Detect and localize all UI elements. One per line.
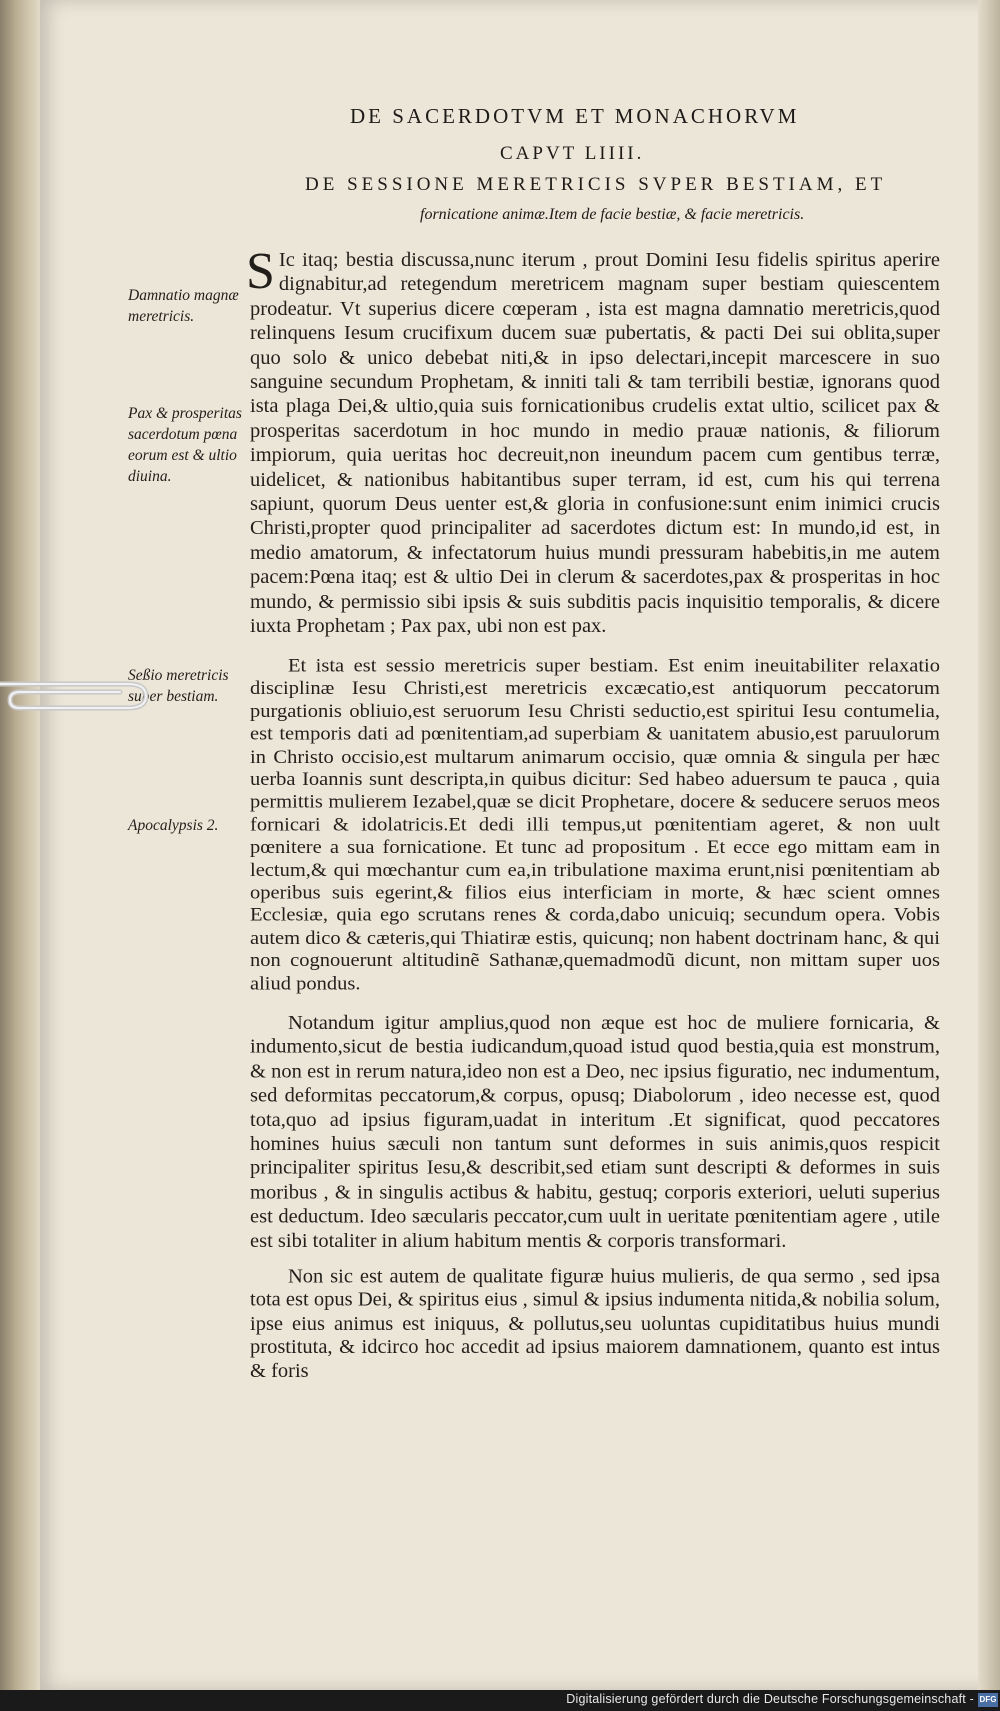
paper-clip-icon	[0, 676, 150, 716]
footer-credit: Digitalisierung gefördert durch die Deutsche Forschungsgemeinschaft -	[566, 1692, 974, 1706]
margin-note: Pax & prosperitas sacerdotum pœna eorum est & ultio diuina.	[128, 405, 242, 485]
paragraph: Et ista est sessio meretricis super bestiam. Est enim ineuitabiliter relaxatio disciplinæ Iesu Christi,est meretricis excæcatio,est antiquorum peccatorum purgationis obliuio,est seruorum Iesu Christi seductio,est spiritui Iesu contumelia, est temporis dati ad pœnitentiam,ad superbiam & uanitatem abusio,est paruulorum in Christo occisio,est multarum animarum occisio, quæ omnia & singula per hæc uerba Ioannis sunt descripta,in quibus dicitur: Sed habeo aduersum te pauca , quia permittis mulierem Iezabel,quæ se dicit Prophetare, docere & seducere seruos meos fornicari & idolatricis.Et dedi illi tempus,ut pœnitentiam ageret, & non uult pœnitere a sua fornicatione. Et tunc ad propositum . Et ecce ego mittam eam in lectum,& qui mœchantur cum ea,in tribulatione maxima erunt,nisi pœnitentiam ab operibus suis egerint,& filios eius interficiam in morte, & hæc scient omnes Ecclesiæ, quia ego scrutans renes & corda,dabo unicuiq; secundum opera. Vobis autem dico & cæteris,qui Thiatiræ estis, quicunq; non habent doctrinam hanc, & qui non cognouerunt altitudinẽ Sathanæ,quemadmodũ dicunt, non mittam super uos aliud pondus.	[250, 655, 940, 994]
running-head: DE SACERDOTVM ET MONACHORVM	[350, 104, 800, 128]
margin-note: Apocalypsis 2.	[128, 817, 219, 834]
chapter-title: DE SESSIONE MERETRICIS SVPER BESTIAM, ET	[305, 174, 887, 195]
page-edge	[978, 0, 1000, 1690]
paragraph-text: Ic itaq; bestia discussa,nunc iterum , prout Domini Iesu fidelis spiritus aperire dignabitur,ad retegendum meretricem magnam super bestiam quiescentem prodeatur. Vt superius dicere cœperam , ista est magna damnatio meretricis,quod relinquens Iesum crucifixum ducem suæ pubertatis, & pacti Dei sui oblita,super quo solo & unico debebat niti,& in ipso delectari,incepit marcescere in suo sanguine secundum Prophetam, & inniti tali & tam terribili bestiæ, ignorans quod ista plaga Dei,& ultio,quia suis fornicationibus crudelis extat ultio, scilicet pax & prosperitas sacerdotum in hoc mundo in medio prauæ nationis, & filiorum impiorum, quia ueritas hoc decreuit,non ineundum pacem cum gentibus terræ, uidelicet, & nationibus habitantibus super terram, id est, cum his qui terrena sapiunt, quorum Deus uenter est,& gloria in confusione:sunt enim inimici crucis Christi,propter quod principaliter ad sacerdotes dictum est: In mundo,id est, in medio amatorum, & infectatorum huius mundi pressuram habebitis,in me autem pacem:Pœna itaq; est & ultio Dei in clerum & sacerdotes,pax & prosperitas in hoc mundo, & permissio sibi ipsis & suis subditis pacis inquisitio temporalis, & dicere iuxta Prophetam ; Pax pax, ubi non est pax.	[250, 249, 940, 638]
book-edge	[0, 0, 40, 1690]
footer-bar	[0, 1690, 1000, 1711]
paragraph: Notandum igitur amplius,quod non æque est hoc de muliere fornicaria, & indumento,sicut de bestia iudicandum,quoad istud quod bestia,quia est monstrum, & non est in rerum natura,ideo non est a Deo, nec ipsius figuratio, nec indumentum, sed deformitas peccatorum,& corpus, opusq; Diabolorum , ideo necesse est, quod tota,quo ad ipsius figuram,uadat in interitum .Et significat, quod peccatores homines huius sæculi non tantum sunt deformes in suis animis,quos respicit principaliter spiritus Iesu,& describit,sed etiam sunt descripti & deformes in suis moribus , & in singulis actibus & habitu, gestuq; corporis exteriori, ueluti superius est deductum. Ideo sæcularis peccator,cum uult in ueritate pœnitentiam agere , utile est sibi totaliter in alium habitum mentis & corporis transformari.	[250, 1011, 940, 1252]
chapter-subtitle: fornicatione animæ.Item de facie bestiæ, & facie meretricis.	[420, 206, 805, 223]
chapter-number: CAPVT LIIII.	[500, 143, 645, 164]
paragraph: Non sic est autem de qualitate figuræ huius mulieris, de qua sermo , sed ipsa tota est opus Dei, & spiritus eius , simul & ipsius indumenta nitida,& nobilia solum, ipse eius animus est iniquus, & pollutus,seu uoluntas cupiditatibus huius mundi prostituta, & idcirco hoc accedit ad ipsius maiorem damnationem, quanto est intus & foris	[250, 1265, 940, 1382]
drop-cap: S	[246, 243, 275, 300]
paragraph	[246, 243, 940, 639]
dfg-logo: DFG	[978, 1693, 998, 1707]
margin-note: Damnatio magnæ meretricis.	[128, 287, 239, 325]
margin-note: Seßio meretricis super bestiam.	[128, 667, 229, 705]
